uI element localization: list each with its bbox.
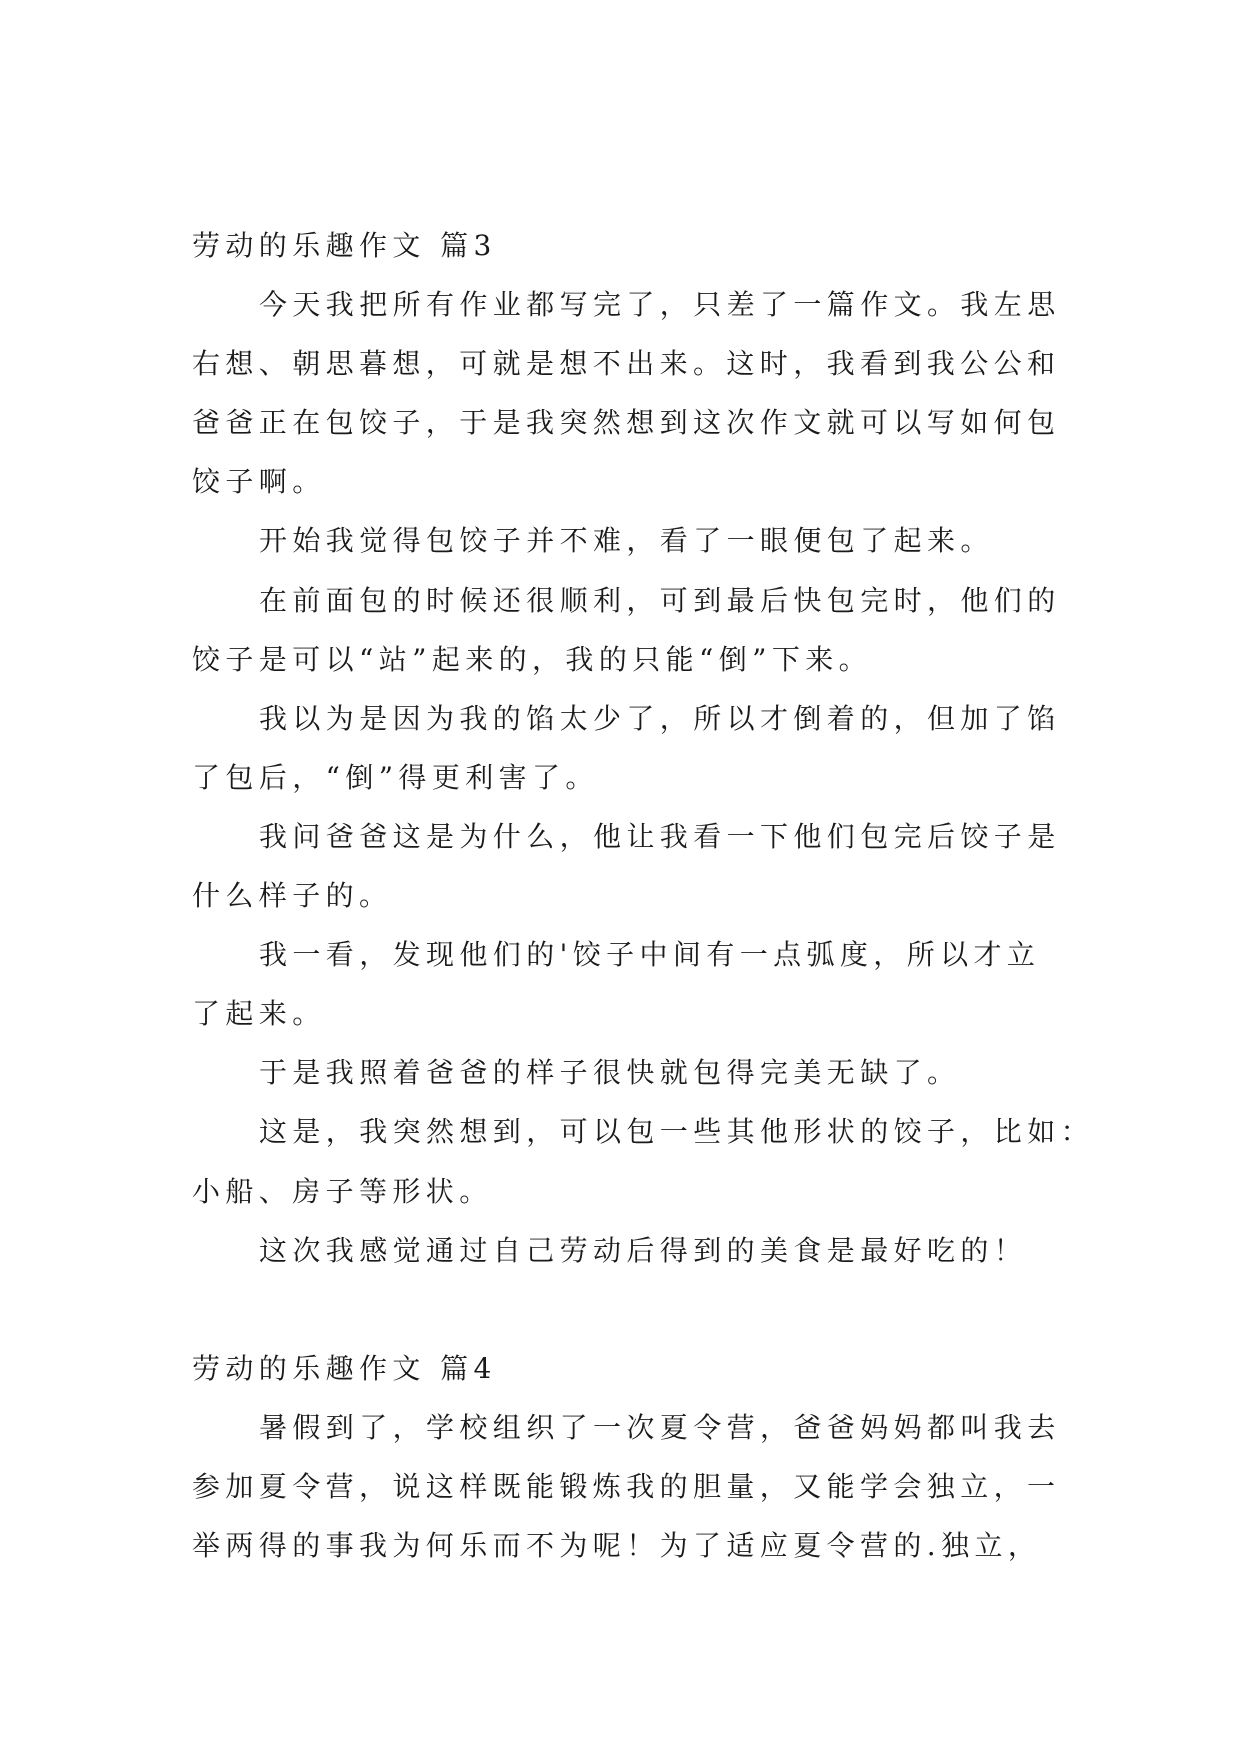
paragraph-line: 这是，我突然想到，可以包一些其他形状的饺子，比如： — [259, 1115, 1095, 1149]
paragraph-line: 举两得的事我为何乐而不为呢！为了适应夏令营的.独立， — [192, 1529, 1042, 1563]
section-title: 劳动的乐趣作文 篇4 — [192, 1351, 497, 1385]
paragraph-line: 于是我照着爸爸的样子很快就包得完美无缺了。 — [259, 1056, 961, 1090]
paragraph-line: 了包后，“倒”得更利害了。 — [192, 760, 599, 794]
paragraph-line: 在前面包的时候还很顺利，可到最后快包完时，他们的 — [259, 583, 1061, 617]
paragraph-line: 今天我把所有作业都写完了，只差了一篇作文。我左思 — [259, 288, 1061, 322]
paragraph-line: 我问爸爸这是为什么，他让我看一下他们包完后饺子是 — [259, 819, 1061, 853]
paragraph-line: 爸爸正在包饺子，于是我突然想到这次作文就可以写如何包 — [192, 406, 1061, 440]
paragraph-line: 饺子是可以“站”起来的，我的只能“倒”下来。 — [192, 642, 873, 676]
paragraph — [192, 1102, 1095, 1220]
paragraph — [192, 571, 1092, 689]
paragraph-line: 什么样子的。 — [192, 879, 393, 913]
paragraph — [192, 1398, 1092, 1575]
essay-section — [192, 1339, 1092, 1575]
document-body — [192, 216, 1095, 1575]
paragraph-line: 这次我感觉通过自己劳动后得到的美食是最好吃的！ — [259, 1233, 1028, 1267]
paragraph-line: 饺子啊。 — [192, 465, 326, 499]
paragraph-line: 小船、房子等形状。 — [192, 1174, 493, 1208]
paragraph — [192, 925, 1092, 1043]
paragraph — [192, 275, 1092, 511]
paragraph-line: 参加夏令营，说这样既能锻炼我的胆量，又能学会独立，一 — [192, 1469, 1061, 1503]
paragraph-line: 我以为是因为我的馅太少了，所以才倒着的，但加了馅 — [259, 701, 1061, 735]
paragraph-line: 了起来。 — [192, 997, 326, 1031]
paragraph-line: 右想、朝思暮想，可就是想不出来。这时，我看到我公公和 — [192, 347, 1061, 381]
paragraph-line: 暑假到了，学校组织了一次夏令营，爸爸妈妈都叫我去 — [259, 1410, 1061, 1444]
paragraph — [192, 689, 1092, 807]
paragraph-line: 我一看，发现他们的'饺子中间有一点弧度，所以才立 — [259, 938, 1041, 972]
paragraph — [192, 511, 1092, 570]
essay-section — [192, 216, 1095, 1280]
paragraph-line: 开始我觉得包饺子并不难，看了一眼便包了起来。 — [259, 524, 994, 558]
paragraph — [192, 807, 1092, 925]
paragraph — [192, 1221, 1092, 1280]
paragraph — [192, 1043, 1092, 1102]
section-title: 劳动的乐趣作文 篇3 — [192, 229, 497, 262]
